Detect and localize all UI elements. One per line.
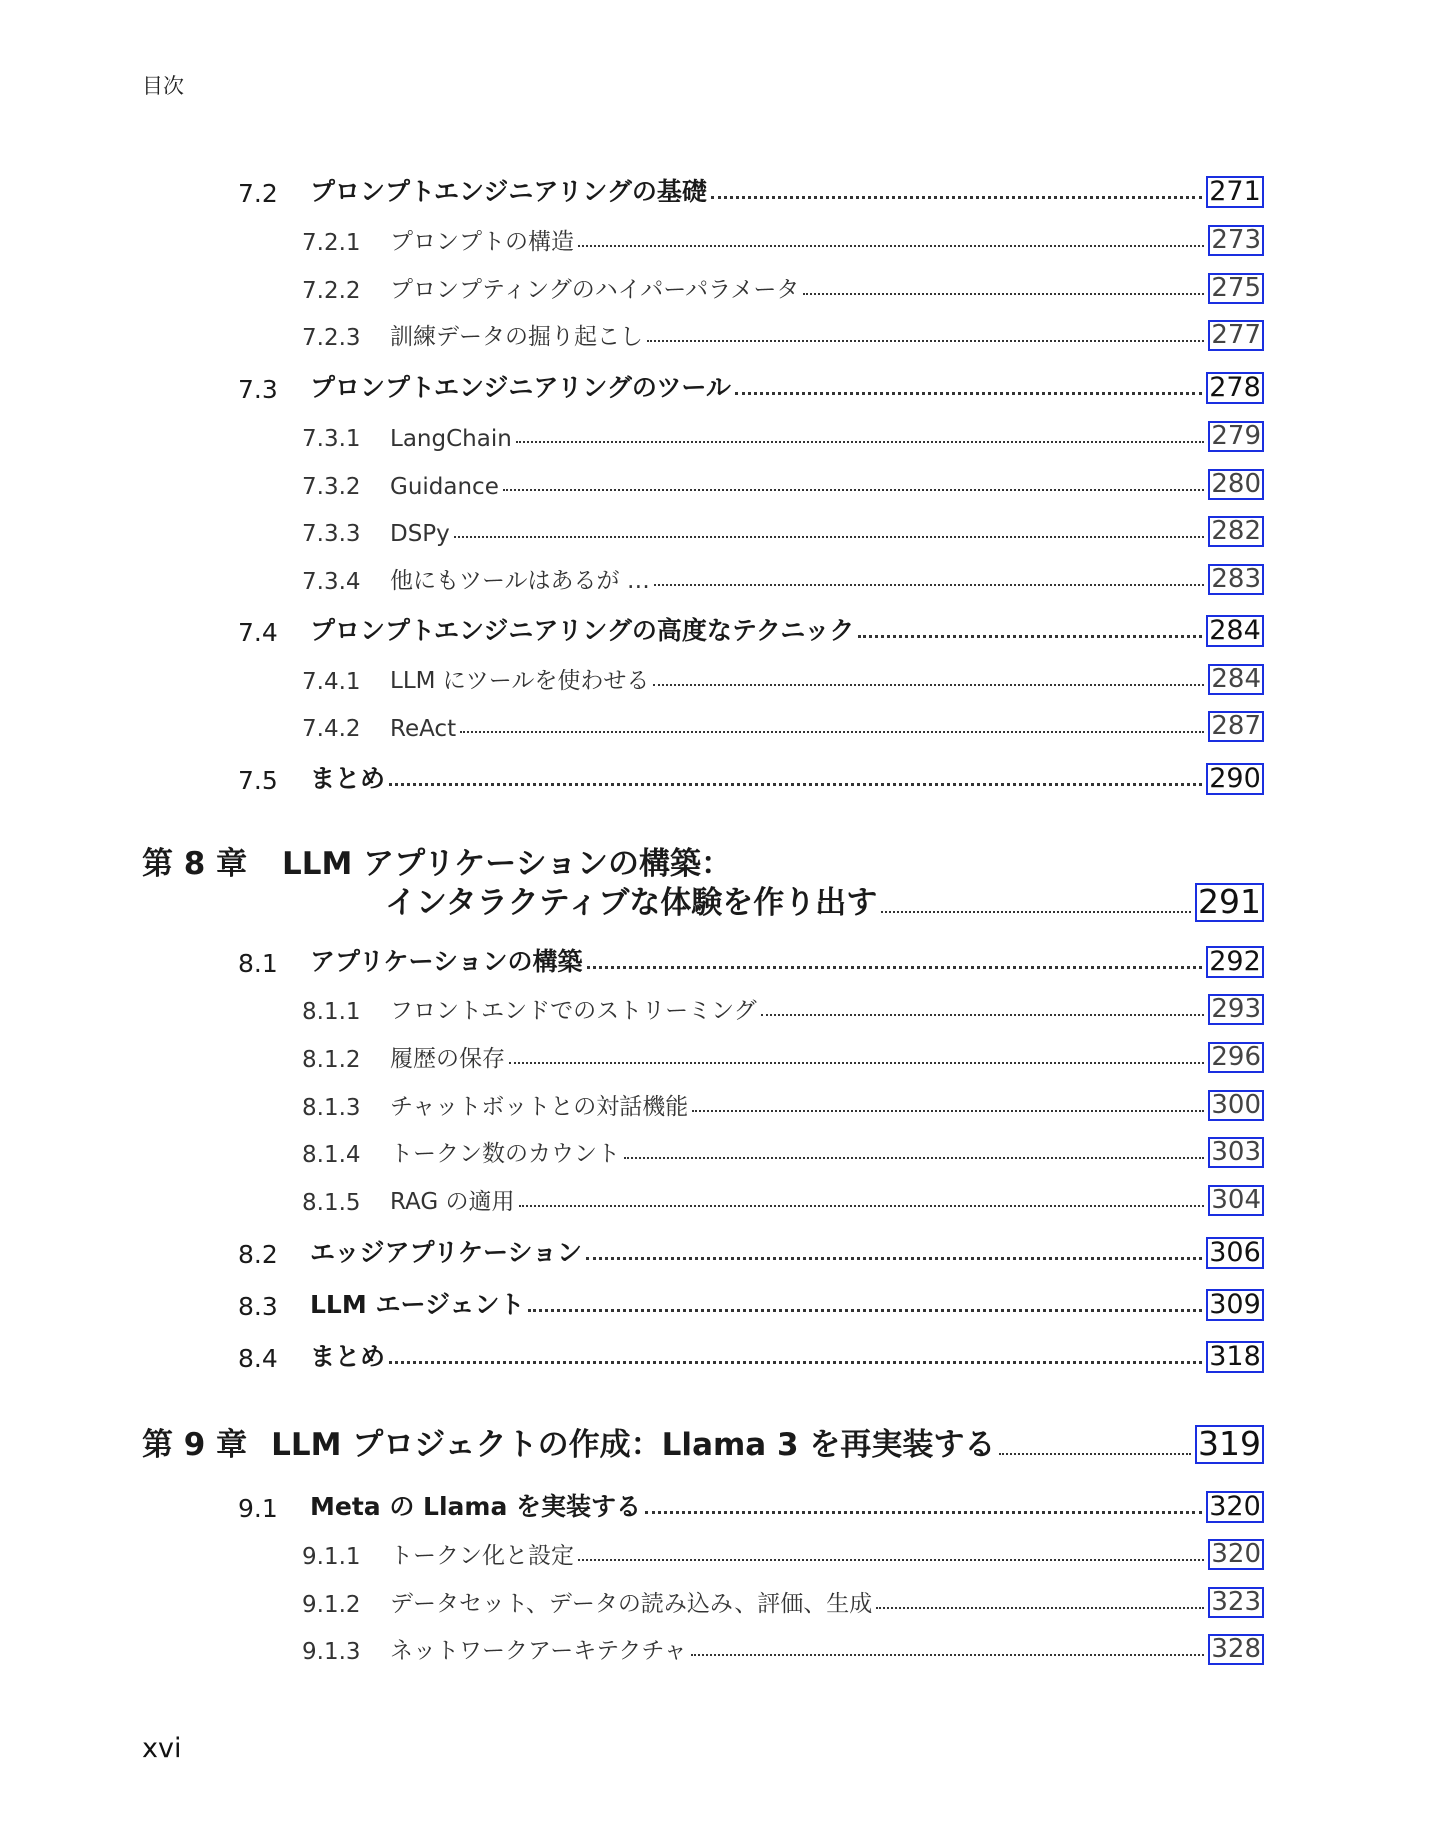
section-number: 7.3.3 <box>302 521 361 547</box>
section-title: トークン化と設定 <box>390 1543 574 1569</box>
leader-dots <box>519 1205 1205 1207</box>
section-number: 7.4 <box>238 618 278 647</box>
section-title: プロンプトエンジニアリングの基礎 <box>310 177 707 206</box>
toc-entry-8-1-1[interactable] <box>302 985 1264 1025</box>
toc-entry-8-1-3[interactable] <box>302 1081 1264 1121</box>
page-link[interactable]: 290 <box>1206 763 1264 795</box>
page-link[interactable]: 300 <box>1208 1090 1264 1121</box>
page-link[interactable]: 273 <box>1208 225 1264 256</box>
toc-entry-7-2-3[interactable] <box>302 311 1264 351</box>
chapter-title: LLM アプリケーションの構築： <box>281 846 732 882</box>
toc-entry-7-4[interactable] <box>238 607 1264 647</box>
section-number: 7.3.4 <box>302 569 361 595</box>
section-title: プロンプティングのハイパーパラメータ <box>390 277 800 303</box>
page-link[interactable]: 293 <box>1208 994 1264 1025</box>
section-number: 9.1.1 <box>302 1544 361 1570</box>
section-number: 7.4.2 <box>302 716 361 742</box>
page-link[interactable]: 318 <box>1206 1341 1264 1373</box>
page-link[interactable]: 320 <box>1208 1539 1264 1570</box>
section-number: 8.4 <box>238 1344 278 1373</box>
leader-dots <box>460 731 1204 733</box>
chapter-title-continued: インタラクティブな体験を作り出す <box>385 885 878 921</box>
page-link[interactable]: 275 <box>1208 273 1264 304</box>
section-title: チャットボットとの対話機能 <box>390 1094 689 1120</box>
leader-dots <box>587 966 1202 969</box>
page-link[interactable]: 291 <box>1195 883 1264 922</box>
toc-entry-9-1-1[interactable] <box>302 1530 1264 1570</box>
section-number: 8.1.3 <box>302 1095 361 1121</box>
section-title: プロンプトの構造 <box>390 229 574 255</box>
leader-dots <box>803 293 1204 295</box>
section-number: 7.2 <box>238 179 278 208</box>
leader-dots <box>711 196 1202 199</box>
leader-dots <box>586 1257 1202 1260</box>
section-title: 履歴の保存 <box>390 1046 505 1072</box>
page-link[interactable]: 283 <box>1208 564 1264 595</box>
section-title: まとめ <box>310 1342 386 1371</box>
toc-chapter-9[interactable] <box>142 1418 1264 1464</box>
section-title: 他にもツールはあるが … <box>390 568 650 594</box>
toc-entry-7-2[interactable] <box>238 168 1264 208</box>
leader-dots <box>761 1014 1205 1016</box>
toc-entry-9-1-2[interactable] <box>302 1578 1264 1618</box>
page-link[interactable]: 277 <box>1208 320 1264 351</box>
toc-entry-7-4-2[interactable] <box>302 702 1264 742</box>
page-link[interactable]: 282 <box>1208 516 1264 547</box>
page-link[interactable]: 271 <box>1206 176 1264 208</box>
leader-dots <box>653 684 1204 686</box>
section-title: LLM エージェント <box>310 1290 525 1319</box>
leader-dots <box>389 783 1202 786</box>
leader-dots <box>528 1309 1202 1312</box>
page-link[interactable]: 328 <box>1208 1634 1264 1665</box>
leader-dots <box>645 1511 1202 1514</box>
page-link[interactable]: 296 <box>1208 1042 1264 1073</box>
section-number: 7.3.1 <box>302 426 361 452</box>
toc-entry-7-5[interactable] <box>238 755 1264 795</box>
page-link[interactable]: 278 <box>1206 372 1264 404</box>
toc-entry-7-3-4[interactable] <box>302 555 1264 595</box>
leader-dots <box>578 1559 1204 1561</box>
page-link[interactable]: 284 <box>1206 615 1264 647</box>
page-link[interactable]: 319 <box>1195 1425 1264 1464</box>
section-number: 7.3.2 <box>302 474 361 500</box>
toc-entry-7-4-1[interactable] <box>302 655 1264 695</box>
section-number: 8.1 <box>238 949 278 978</box>
leader-dots <box>516 441 1205 443</box>
section-number: 7.4.1 <box>302 669 361 695</box>
section-title: プロンプトエンジニアリングのツール <box>310 373 731 402</box>
section-number: 7.2.3 <box>302 325 361 351</box>
section-number: 8.1.4 <box>302 1142 361 1168</box>
page-link[interactable]: 292 <box>1206 946 1264 978</box>
leader-dots <box>999 1453 1191 1455</box>
section-title: フロントエンドでのストリーミング <box>390 998 757 1024</box>
section-title: プロンプトエンジニアリングの高度なテクニック <box>310 616 855 645</box>
leader-dots <box>509 1062 1204 1064</box>
leader-dots <box>881 911 1191 913</box>
leader-dots <box>578 245 1204 247</box>
section-title: 訓練データの掘り起こし <box>390 324 643 350</box>
leader-dots <box>876 1607 1204 1609</box>
section-title: アプリケーションの構築 <box>310 947 583 976</box>
page-link[interactable]: 306 <box>1206 1237 1264 1269</box>
page-link[interactable]: 323 <box>1208 1587 1264 1618</box>
toc-entry-7-2-1[interactable] <box>302 216 1264 256</box>
leader-dots <box>624 1157 1204 1159</box>
section-title: DSPy <box>390 521 450 547</box>
section-number: 7.2.1 <box>302 230 361 256</box>
chapter-title: LLM プロジェクトの作成：Llama 3 を再実装する <box>271 1427 996 1463</box>
leader-dots <box>692 1110 1204 1112</box>
toc-entry-8-1-5[interactable] <box>302 1176 1264 1216</box>
section-number: 9.1.2 <box>302 1592 361 1618</box>
toc-entry-8-1[interactable] <box>238 938 1264 978</box>
page-number: xvi <box>142 1733 182 1764</box>
page-link[interactable]: 304 <box>1208 1185 1264 1216</box>
section-number: 8.1.2 <box>302 1047 361 1073</box>
toc-entry-8-4[interactable] <box>238 1333 1264 1373</box>
section-number: 7.3 <box>238 375 278 404</box>
chapter-number: 第 9 章 <box>142 1427 248 1463</box>
section-number: 8.1.1 <box>302 999 361 1025</box>
leader-dots <box>735 392 1202 395</box>
toc-entry-9-1[interactable] <box>238 1483 1264 1523</box>
section-title: Meta の Llama を実装する <box>310 1492 642 1521</box>
section-number: 8.2 <box>238 1240 278 1269</box>
section-title: RAG の適用 <box>390 1189 515 1215</box>
toc-entry-7-3-3[interactable] <box>302 507 1264 547</box>
section-number: 8.1.5 <box>302 1190 361 1216</box>
section-number: 7.2.2 <box>302 278 361 304</box>
section-title: トークン数のカウント <box>390 1141 620 1167</box>
section-title: エッジアプリケーション <box>310 1238 583 1267</box>
running-header: 目次 <box>142 74 184 98</box>
page-link[interactable]: 280 <box>1208 469 1264 500</box>
leader-dots <box>503 489 1205 491</box>
leader-dots <box>858 635 1202 638</box>
page-link[interactable]: 279 <box>1208 421 1264 452</box>
toc-entry-7-3[interactable] <box>238 364 1264 404</box>
page-link[interactable]: 287 <box>1208 711 1264 742</box>
page-link[interactable]: 303 <box>1208 1137 1264 1168</box>
section-number: 7.5 <box>238 766 278 795</box>
toc-entry-8-2[interactable] <box>238 1229 1264 1269</box>
leader-dots <box>691 1654 1205 1656</box>
leader-dots <box>647 340 1204 342</box>
toc-entry-7-3-2[interactable] <box>302 460 1264 500</box>
toc-entry-7-2-2[interactable] <box>302 264 1264 304</box>
toc-entry-7-3-1[interactable] <box>302 412 1264 452</box>
section-title: まとめ <box>310 764 386 793</box>
toc-entry-8-3[interactable] <box>238 1281 1264 1321</box>
toc-entry-8-1-4[interactable] <box>302 1128 1264 1168</box>
toc-entry-8-1-2[interactable] <box>302 1033 1264 1073</box>
leader-dots <box>389 1361 1202 1364</box>
section-number: 8.3 <box>238 1292 278 1321</box>
page-link[interactable]: 284 <box>1208 664 1264 695</box>
section-title: LangChain <box>390 426 512 452</box>
leader-dots <box>654 584 1205 586</box>
section-title: Guidance <box>390 474 499 500</box>
section-number: 9.1.3 <box>302 1639 361 1665</box>
section-title: データセット、データの読み込み、評価、生成 <box>390 1591 873 1617</box>
toc-entry-9-1-3[interactable] <box>302 1625 1264 1665</box>
page-link[interactable]: 309 <box>1206 1289 1264 1321</box>
section-title: ネットワークアーキテクチャ <box>390 1638 687 1664</box>
leader-dots <box>454 536 1205 538</box>
section-number: 9.1 <box>238 1494 278 1523</box>
section-title: LLM にツールを使わせる <box>390 668 650 694</box>
page-link[interactable]: 320 <box>1206 1491 1264 1523</box>
toc-chapter-8-line2[interactable] <box>385 876 1264 922</box>
section-title: ReAct <box>390 716 457 742</box>
chapter-number: 第 8 章 <box>142 846 248 882</box>
